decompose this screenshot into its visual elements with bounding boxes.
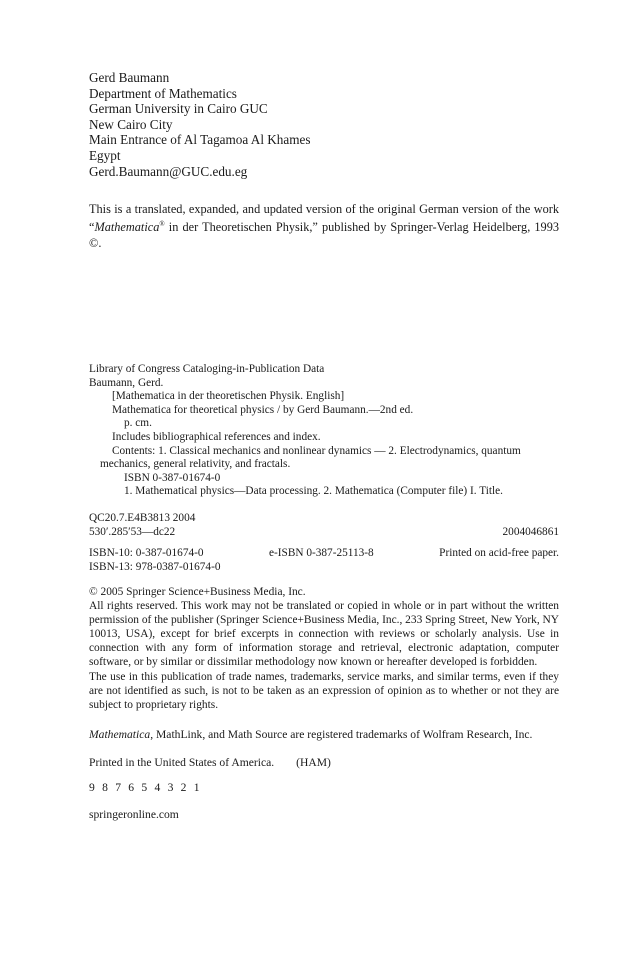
author-entrance: Main Entrance of Al Tagamoa Al Khames bbox=[89, 132, 311, 148]
trademark-italic: Mathematica bbox=[89, 728, 151, 741]
author-department: Department of Mathematics bbox=[89, 85, 237, 101]
cip-bibliography: Includes bibliographical references and index. bbox=[112, 430, 321, 443]
translation-note bbox=[89, 202, 559, 251]
author-university: German University in Cairo GUC bbox=[89, 101, 268, 117]
cip-lccn: 2004046861 bbox=[502, 525, 559, 538]
trademark-note bbox=[89, 728, 559, 742]
author-email: Gerd.Baumann@GUC.edu.eg bbox=[89, 163, 248, 179]
cip-dewey-row bbox=[89, 526, 559, 540]
copyright-line: © 2005 Springer Science+Business Media, Inc. bbox=[89, 586, 306, 598]
registered-mark: ® bbox=[159, 220, 165, 229]
author-name: Gerd Baumann bbox=[89, 70, 170, 85]
printed-text: Printed in the United States of America. bbox=[89, 756, 275, 769]
cip-pages: p. cm. bbox=[124, 417, 152, 430]
acid-free-note: Printed on acid-free paper. bbox=[439, 547, 559, 559]
print-line: 9 8 7 6 5 4 3 2 1 bbox=[89, 781, 202, 794]
author-country: Egypt bbox=[89, 147, 121, 163]
translation-note-italic-title: Mathematica bbox=[94, 220, 160, 235]
printed-in bbox=[89, 756, 559, 770]
cip-lc-class: QC20.7.E4B3813 2004 bbox=[89, 511, 196, 524]
cip-isbn: ISBN 0-387-01674-0 bbox=[124, 471, 221, 484]
translation-note-part1: This is a translated, expanded, and updated version of the original German version of the work “ bbox=[89, 202, 559, 235]
legal-notice bbox=[89, 585, 559, 712]
author-city: New Cairo City bbox=[89, 116, 173, 132]
isbn-row bbox=[89, 546, 559, 560]
cip-subjects: 1. Mathematical physics—Data processing. 2. Mathematica (Computer file) I. Title. bbox=[124, 485, 503, 498]
isbn-10: ISBN-10: 0-387-01674-0 bbox=[89, 547, 204, 559]
cip-author: Baumann, Gerd. bbox=[89, 376, 164, 389]
isbn-block bbox=[89, 546, 559, 574]
author-address bbox=[89, 70, 559, 179]
cip-header: Library of Congress Cataloging-in-Publication Data bbox=[89, 363, 325, 375]
rights-statement: All rights reserved. This work may not be translated or copied in whole or in part without the written permission of the publisher (Springer Science+Business Media, Inc., 233 Spring Street, New York, NY 10013, USA), except for brief excerpts in connection with reviews or scholarly analysis. Use in connection with any form of information storage and retrieval, electronic adaptation, computer software, or by similar or dissimilar methodology now known or hereafter developed is forbidden. bbox=[89, 600, 559, 669]
trade-names-statement: The use in this publication of trade names, trademarks, service marks, and similar terms, even if they are not identified as such, is not to be taken as an expression of opinion as to whether or not they are subject to proprietary rights. bbox=[89, 670, 559, 711]
cip-title: Mathematica for theoretical physics / by Gerd Baumann.—2nd ed. bbox=[112, 403, 414, 416]
cip-spacer bbox=[89, 499, 559, 512]
website: springeronline.com bbox=[89, 808, 179, 821]
cip-contents: Contents: 1. Classical mechanics and nonlinear dynamics — 2. Electrodynamics, quantum mechanics, general relativity, and fractals. bbox=[100, 444, 521, 471]
printer-code: (HAM) bbox=[296, 756, 331, 769]
e-isbn: e-ISBN 0-387-25113-8 bbox=[269, 547, 374, 559]
isbn-13: ISBN-13: 978-0387-01674-0 bbox=[89, 561, 221, 573]
cip-dewey: 530′.285′53—dc22 bbox=[89, 525, 176, 538]
trademark-rest: , MathLink, and Math Source are registered trademarks of Wolfram Research, Inc. bbox=[150, 728, 533, 741]
cataloging-data bbox=[89, 363, 559, 539]
translation-note-part2: in der Theoretischen Physik,” published by Springer-Verlag Heidelberg, 1993 ©. bbox=[89, 220, 559, 250]
cip-uniform-title: [Mathematica in der theoretischen Physik. English] bbox=[112, 390, 345, 403]
